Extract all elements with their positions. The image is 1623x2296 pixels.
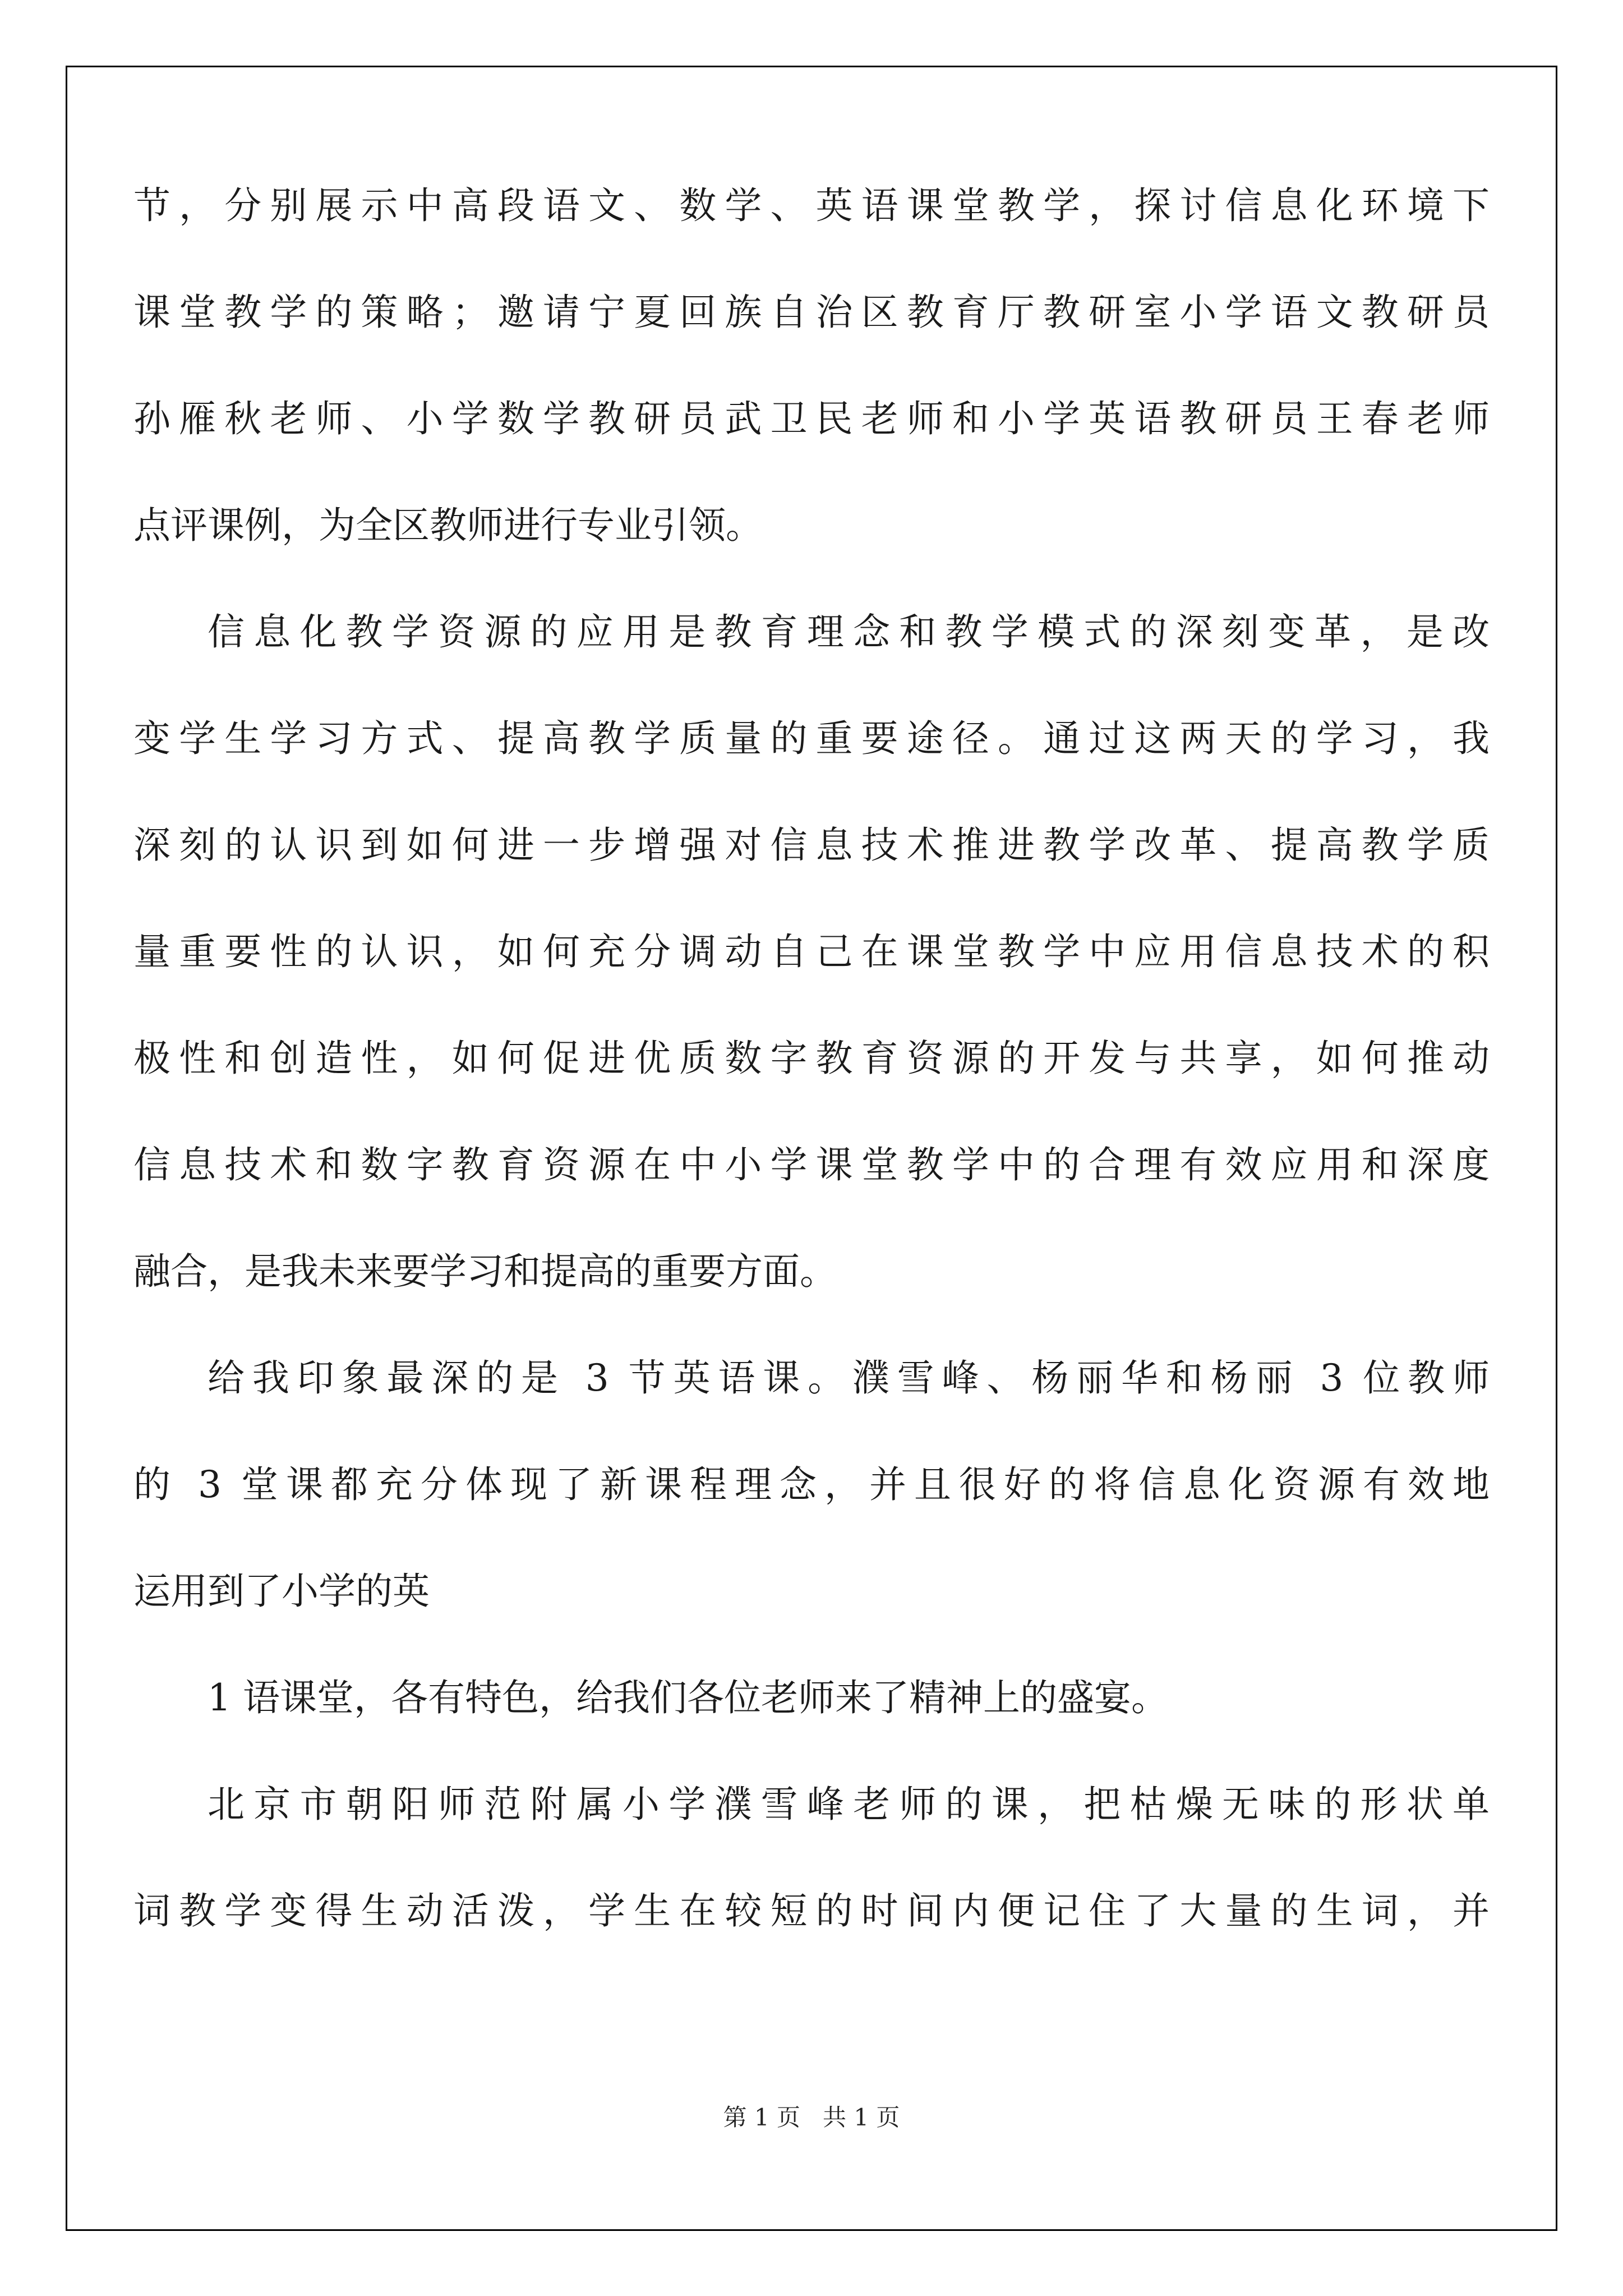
text-line: 信息化教学资源的应用是教育理念和教学模式的深刻变革，是改 xyxy=(208,610,1490,654)
page-total: 共 1 页 xyxy=(823,2104,900,2131)
text-line: 北京市朝阳师范附属小学濮雪峰老师的课，把枯燥无味的形状单 xyxy=(208,1783,1490,1826)
text-line: 变学生学习方式、提高教学质量的重要途径。通过这两天的学习，我 xyxy=(133,717,1490,760)
text-line: 量重要性的认识，如何充分调动自己在课堂教学中应用信息技术的积 xyxy=(133,930,1490,973)
text-line: 孙雁秋老师、小学数学教研员武卫民老师和小学英语教研员王春老师 xyxy=(133,397,1490,440)
paragraph xyxy=(133,1325,1490,1645)
text-line: 词教学变得生动活泼，学生在较短的时间内便记住了大量的生词，并 xyxy=(133,1889,1490,1932)
paragraph xyxy=(133,579,1490,1325)
paragraph xyxy=(133,153,1490,579)
paragraph xyxy=(133,1751,1490,1964)
paragraph xyxy=(133,1645,1490,1751)
text-line: 点评课例，为全区教师进行专业引领。 xyxy=(133,504,763,547)
text-line: 运用到了小学的英 xyxy=(133,1570,430,1613)
text-line: 的 3 堂课都充分体现了新课程理念，并且很好的将信息化资源有效地 xyxy=(133,1463,1490,1506)
text-line: 信息技术和数字教育资源在中小学课堂教学中的合理有效应用和深度 xyxy=(133,1143,1490,1186)
page-number: 第 1 页 xyxy=(723,2104,800,2131)
page-footer xyxy=(0,2099,1623,2133)
text-line: 1 语课堂，各有特色，给我们各位老师来了精神上的盛宴。 xyxy=(208,1676,1168,1719)
text-line: 融合，是我未来要学习和提高的重要方面。 xyxy=(133,1250,837,1293)
text-line: 深刻的认识到如何进一步增强对信息技术推进教学改革、提高教学质 xyxy=(133,823,1490,867)
text-line: 课堂教学的策略；邀请宁夏回族自治区教育厅教研室小学语文教研员 xyxy=(133,291,1490,334)
text-line: 给我印象最深的是 3 节英语课。濮雪峰、杨丽华和杨丽 3 位教师 xyxy=(208,1356,1490,1400)
text-line: 节，分别展示中高段语文、数学、英语课堂教学，探讨信息化环境下 xyxy=(133,184,1490,227)
text-line: 极性和创造性，如何促进优质数字教育资源的开发与共享，如何推动 xyxy=(133,1037,1490,1080)
document-body xyxy=(133,153,1490,1964)
